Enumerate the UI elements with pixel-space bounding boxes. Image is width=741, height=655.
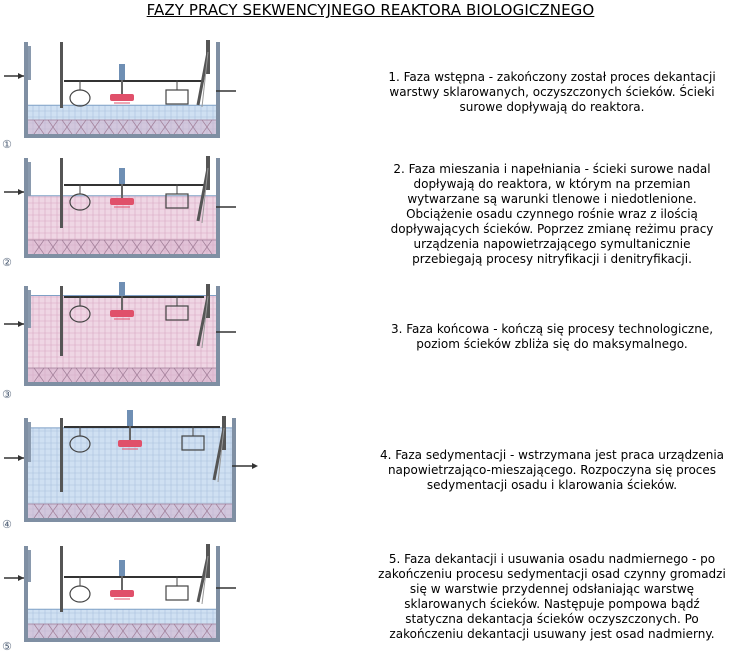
inlet-riser bbox=[28, 46, 31, 80]
baffle-wall bbox=[60, 158, 63, 228]
mixer-motor bbox=[119, 168, 125, 184]
inlet-arrow-icon bbox=[18, 73, 24, 79]
phase-5-line: sklarowanych ścieków. Następuje pompowa bądź bbox=[404, 597, 700, 611]
mixer-motor bbox=[127, 410, 133, 426]
tank-right-wall bbox=[216, 546, 220, 642]
phase-4-description bbox=[364, 448, 740, 493]
reactor-diagram-2 bbox=[0, 152, 260, 272]
reactor-diagram-1 bbox=[0, 36, 260, 152]
reactor-diagram-5 bbox=[0, 538, 260, 655]
phase-4 bbox=[0, 404, 741, 534]
phase-4-line: sedymentacji osadu i klarowania ścieków. bbox=[426, 478, 678, 492]
bridge-beam bbox=[64, 426, 220, 428]
tank-bottom-wall bbox=[24, 638, 220, 642]
sludge-layer bbox=[28, 504, 232, 518]
phase-number-label: ④ bbox=[2, 518, 12, 531]
reactor-diagram-3 bbox=[0, 282, 260, 402]
phase-number-label: ③ bbox=[2, 388, 12, 401]
tank-bottom-wall bbox=[24, 518, 236, 522]
baffle-wall bbox=[60, 546, 63, 612]
phase-5-description bbox=[364, 552, 740, 642]
phase-number-label: ① bbox=[2, 138, 12, 151]
phase-1-line: surowe dopływają do reaktora. bbox=[459, 100, 645, 114]
float-drum bbox=[70, 586, 90, 602]
baffle-wall bbox=[60, 418, 63, 492]
phase-2-line: wytwarzane są warunki tlenowe i niedotlenione. bbox=[407, 192, 697, 206]
tank-left-wall bbox=[24, 42, 28, 138]
phase-1-description bbox=[364, 70, 740, 115]
mixer-shaft bbox=[121, 296, 123, 310]
tank-bottom-wall bbox=[24, 254, 220, 258]
phase-2-line: 2. Faza mieszania i napełniania - ścieki surowe nadal bbox=[393, 162, 711, 176]
mixer-shaft bbox=[121, 576, 123, 590]
inlet-arrow-icon bbox=[18, 455, 24, 461]
inlet-arrow-icon bbox=[18, 575, 24, 581]
phase-3 bbox=[0, 282, 741, 402]
phase-1 bbox=[0, 36, 741, 152]
phase-2-line: urządzenia napowietrzającego symultanicznie bbox=[413, 237, 691, 251]
aerator-head bbox=[110, 590, 134, 597]
baffle-wall bbox=[60, 286, 63, 356]
float-drum bbox=[70, 90, 90, 106]
mixer-shaft bbox=[129, 426, 131, 440]
bridge-beam bbox=[64, 576, 204, 578]
phase-5-line: statyczna dekantacja ścieków oczyszczonych. Po bbox=[405, 612, 699, 626]
mixer-motor bbox=[119, 282, 125, 296]
reactor-diagram-4 bbox=[0, 404, 260, 534]
tank-left-wall bbox=[24, 418, 28, 522]
tank-left-wall bbox=[24, 158, 28, 258]
inlet-riser bbox=[28, 422, 31, 462]
phase-2-line: dopływających ścieków. Poprzez zmianę reżimu pracy bbox=[390, 222, 714, 236]
phase-2-line: przebiegają procesy nitryfikacji i denitryfikacji. bbox=[412, 252, 692, 266]
phase-1-line: warstwy sklarowanych, oczyszczonych ścieków. Ścieki bbox=[389, 85, 715, 99]
bridge-beam bbox=[64, 296, 204, 298]
phase-1-line: 1. Faza wstępna - zakończony został proces dekantacji bbox=[388, 70, 716, 84]
baffle-wall bbox=[60, 42, 63, 108]
float-box bbox=[166, 90, 188, 104]
phase-2-line: Obciążenie osadu czynnego rośnie wraz z ilością bbox=[406, 207, 698, 221]
bridge-beam bbox=[64, 184, 204, 186]
inlet-riser bbox=[28, 550, 31, 582]
phase-4-line: 4. Faza sedymentacji - wstrzymana jest praca urządzenia bbox=[379, 448, 725, 462]
phase-5 bbox=[0, 538, 741, 655]
phase-5-line: się w warstwie przydennej odsłaniając warstwę bbox=[409, 582, 695, 596]
phase-number-label: ② bbox=[2, 256, 12, 269]
phase-5-line: zakończeniu procesu sedymentacji osad czynny gromadzi bbox=[378, 567, 726, 581]
phase-5-line: 5. Faza dekantacji i usuwania osadu nadmiernego - po bbox=[388, 552, 716, 566]
aerator-head bbox=[110, 198, 134, 205]
tank-left-wall bbox=[24, 546, 28, 642]
phase-2-description bbox=[364, 162, 740, 267]
mixer-shaft bbox=[121, 80, 123, 94]
mixer-shaft bbox=[121, 184, 123, 198]
inlet-arrow-icon bbox=[18, 189, 24, 195]
aerator-head bbox=[118, 440, 142, 447]
inlet-riser bbox=[28, 290, 31, 328]
phase-3-line: poziom ścieków zbliża się do maksymalnego. bbox=[416, 337, 688, 351]
phase-5-line: zakończeniu dekantacji usuwany jest osad nadmierny. bbox=[389, 627, 715, 641]
aerator-head bbox=[110, 94, 134, 101]
bridge-beam bbox=[64, 80, 204, 82]
outlet-arrow-icon bbox=[252, 463, 258, 469]
phase-2 bbox=[0, 152, 741, 272]
phase-4-line: napowietrzająco-mieszającego. Rozpoczyna się proces bbox=[387, 463, 717, 477]
tank-right-wall bbox=[232, 418, 236, 522]
aerator-head bbox=[110, 310, 134, 317]
float-box bbox=[166, 586, 188, 600]
inlet-arrow-icon bbox=[18, 321, 24, 327]
tank-right-wall bbox=[216, 158, 220, 258]
tank-right-wall bbox=[216, 286, 220, 386]
phase-3-description bbox=[364, 322, 740, 352]
page-title: FAZY PRACY SEKWENCYJNEGO REAKTORA BIOLOGICZNEGO bbox=[146, 1, 595, 19]
tank-left-wall bbox=[24, 286, 28, 386]
tank-bottom-wall bbox=[24, 382, 220, 386]
inlet-riser bbox=[28, 162, 31, 196]
tank-right-wall bbox=[216, 42, 220, 138]
phase-2-line: dopływają do reaktora, w którym na przemian bbox=[413, 177, 691, 191]
phase-number-label: ⑤ bbox=[2, 640, 12, 653]
mixer-motor bbox=[119, 64, 125, 80]
tank-bottom-wall bbox=[24, 134, 220, 138]
phase-3-line: 3. Faza końcowa - kończą się procesy technologiczne, bbox=[390, 322, 714, 336]
mixer-motor bbox=[119, 560, 125, 576]
